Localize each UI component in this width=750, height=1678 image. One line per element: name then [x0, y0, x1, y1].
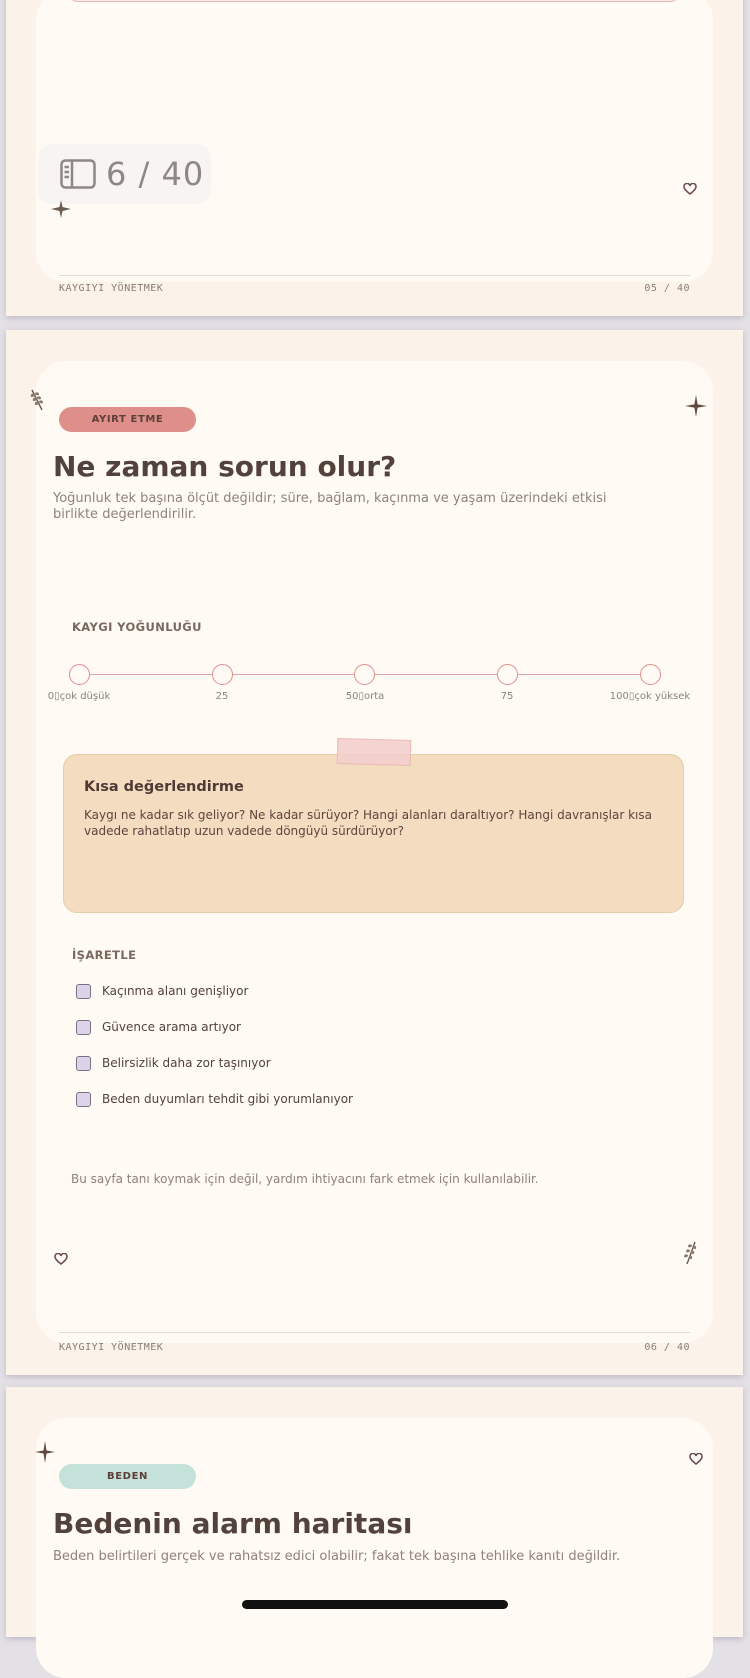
checklist-item[interactable] — [76, 982, 248, 1000]
next-page-title: Bedenin alarm haritası — [53, 1507, 413, 1540]
scale-point-100[interactable] — [640, 664, 661, 685]
checklist-item[interactable] — [76, 1018, 241, 1036]
heart-icon — [689, 1453, 703, 1465]
heart-icon — [683, 183, 697, 195]
scale-point-50[interactable] — [354, 664, 375, 685]
prev-footer-page-number: 05 / 40 — [644, 283, 690, 294]
sparkle-icon — [51, 200, 71, 218]
scale-label-100: 100▯çok yüksek — [609, 691, 691, 702]
prev-footer-title: KAYGIYI YÖNETMEK — [59, 283, 164, 294]
next-page-subtitle: Beden belirtileri gerçek ve rahatsız edici olabilir; fakat tek başına tehlike kanıtı değildir. — [53, 1549, 621, 1564]
footer-page-number: 06 / 40 — [644, 1342, 690, 1353]
footer-title: KAYGIYI YÖNETMEK — [59, 1342, 164, 1353]
sparkle-icon — [685, 395, 707, 417]
note-body: Kaygı ne kadar sık geliyor? Ne kadar sürüyor? Hangi alanları daraltıyor? Hangi davranışlar kısa vadede rahatlatıp uzun vadede döngüyü sürdürüyor? — [84, 808, 652, 838]
prev-slide-card — [36, 0, 713, 282]
leaf-sprig-icon — [28, 388, 46, 412]
checkbox[interactable] — [76, 1056, 91, 1071]
assessment-note-card — [63, 754, 684, 913]
sidebar-panel-icon — [60, 159, 96, 189]
disclaimer-text: Bu sayfa tanı koymak için değil, yardım ihtiyacını fark etmek için kullanılabilir. — [71, 1172, 539, 1186]
sparkle-icon — [35, 1441, 55, 1463]
checkbox[interactable] — [76, 1020, 91, 1035]
next-slide-card — [36, 1418, 713, 1678]
checklist-item[interactable] — [76, 1090, 353, 1108]
page-counter[interactable] — [38, 144, 211, 204]
scale-label-50: 50▯orta — [345, 691, 385, 702]
leaf-sprig-icon — [682, 1240, 700, 1266]
checklist-item-label: Belirsizlik daha zor taşınıyor — [102, 1056, 271, 1070]
page-title: Ne zaman sorun olur? — [53, 450, 397, 483]
checkbox[interactable] — [76, 1092, 91, 1107]
scale-label-75: 75 — [500, 691, 514, 702]
category-tag: AYIRT ETME — [59, 407, 196, 432]
scale-point-75[interactable] — [497, 664, 518, 685]
next-category-tag: BEDEN — [59, 1464, 196, 1489]
washi-tape — [337, 738, 412, 766]
home-indicator[interactable] — [242, 1600, 508, 1609]
scale-point-0[interactable] — [69, 664, 90, 685]
checklist-label: İŞARETLE — [72, 948, 137, 962]
checkbox[interactable] — [76, 984, 91, 999]
scale-label: KAYGI YOĞUNLUĞU — [72, 620, 202, 634]
page-counter-text: 6 / 40 — [106, 155, 205, 193]
footer-divider — [59, 1332, 690, 1333]
heart-icon — [54, 1253, 68, 1265]
prev-slide-box-edge — [68, 0, 680, 2]
checklist-item-label: Kaçınma alanı genişliyor — [102, 984, 249, 998]
prev-footer-divider — [59, 275, 690, 276]
checklist-item-label: Güvence arama artıyor — [102, 1020, 241, 1034]
scale-point-25[interactable] — [212, 664, 233, 685]
scale-label-25: 25 — [215, 691, 229, 702]
note-title: Kısa değerlendirme — [84, 779, 244, 795]
checklist-item[interactable] — [76, 1054, 271, 1072]
scale-label-0: 0▯çok düşük — [47, 691, 111, 702]
page-subtitle: Yoğunluk tek başına ölçüt değildir; süre, bağlam, kaçınma ve yaşam üzerindeki etkisi birlikte değerlendirilir. — [53, 491, 607, 522]
checklist-item-label: Beden duyumları tehdit gibi yorumlanıyor — [102, 1092, 353, 1106]
